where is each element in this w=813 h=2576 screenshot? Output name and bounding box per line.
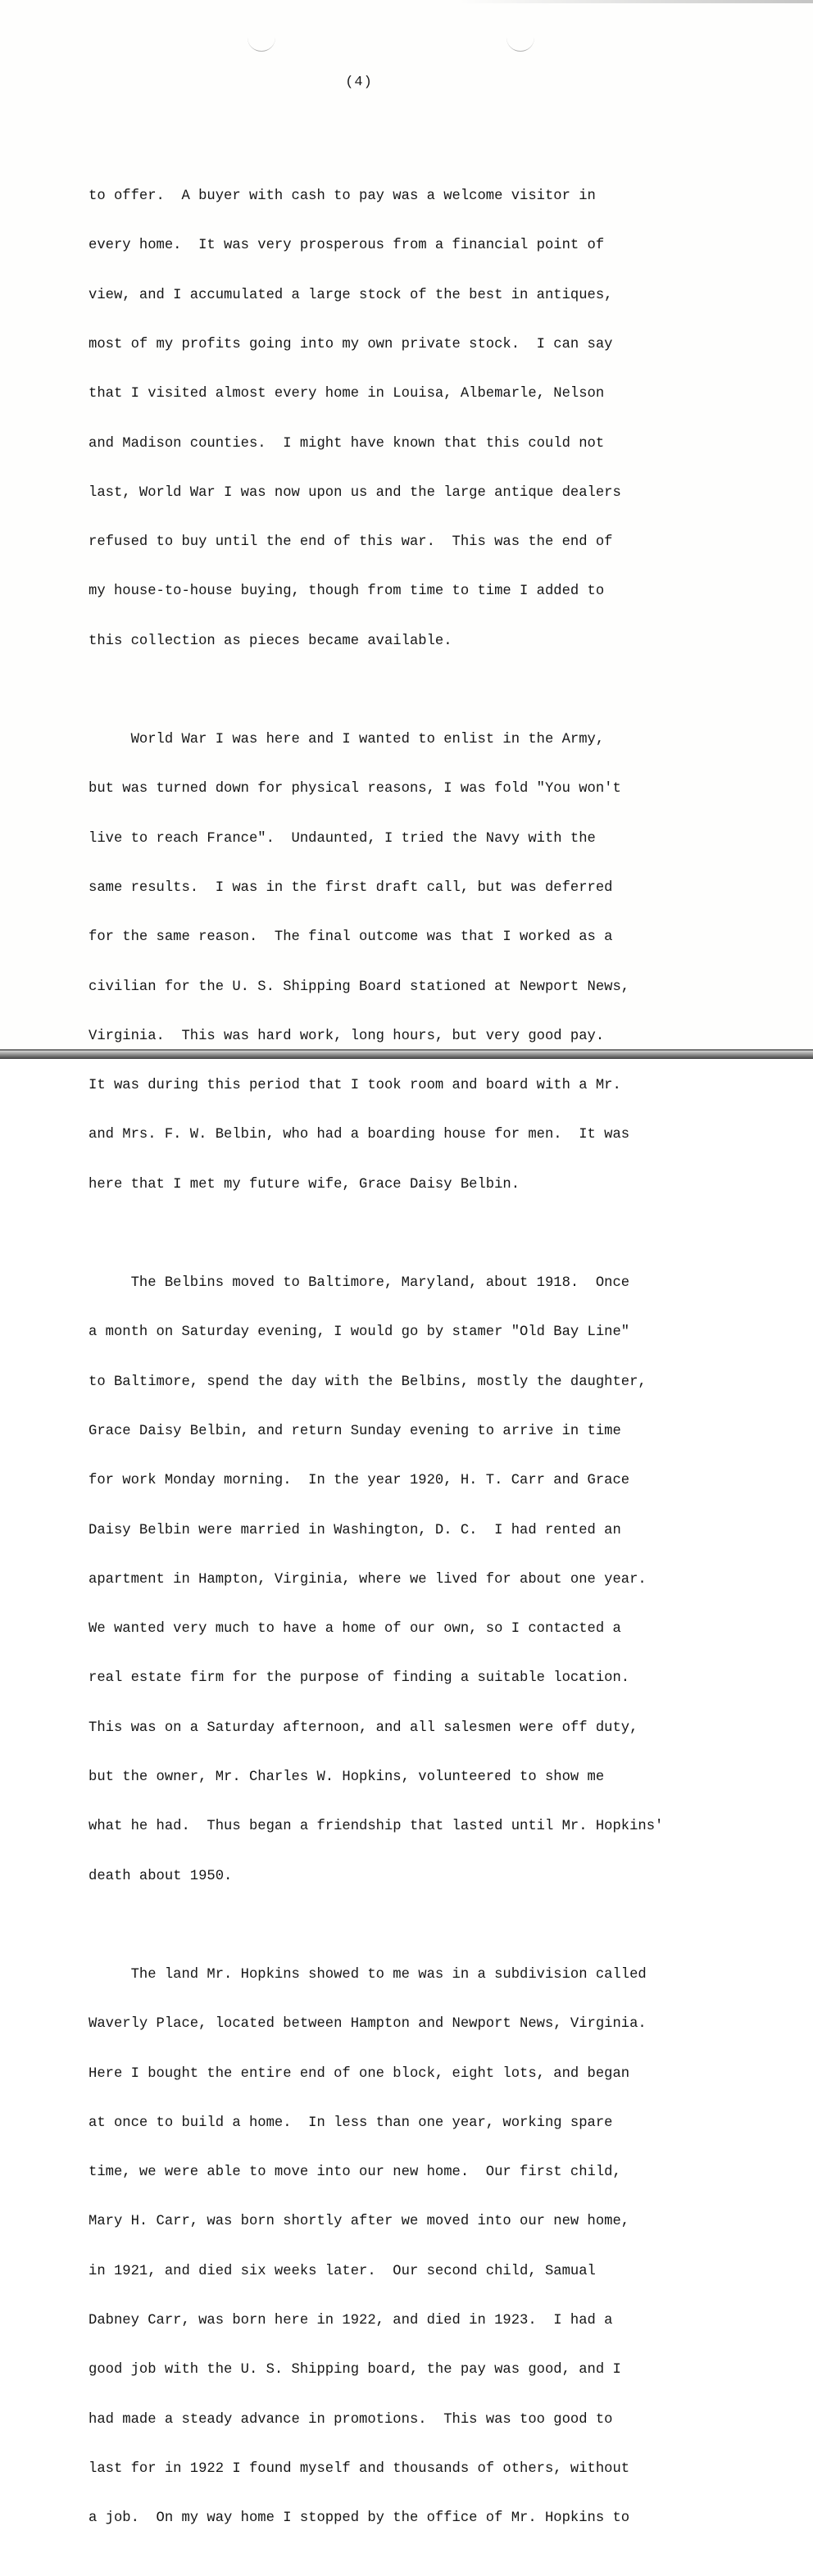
text-line: but the owner, Mr. Charles W. Hopkins, volunteered to show me	[89, 1770, 605, 1785]
text-line: in 1921, and died six weeks later. Our second child, Samual	[89, 2263, 596, 2279]
text-line: a job. On my way home I stopped by the office of Mr. Hopkins to	[89, 2510, 630, 2527]
body-text	[89, 156, 793, 2576]
text-line: Here I bought the entire end of one block, eight lots, and began	[89, 2065, 630, 2082]
text-line: to offer. A buyer with cash to pay was a welcome visitor in	[89, 189, 596, 205]
text-line: refused to buy until the end of this war. This was the end of	[89, 534, 613, 551]
punch-hole-mark-right	[506, 36, 534, 52]
text-line: but was turned down for physical reasons, I was fold "You won't	[89, 781, 621, 797]
text-line: good job with the U. S. Shipping board, the pay was good, and I	[89, 2362, 621, 2378]
text-line: The Belbins moved to Baltimore, Maryland, about 1918. Once	[89, 1275, 630, 1292]
text-line: and Madison counties. I might have known that this could not	[89, 435, 605, 452]
text-line: and Mrs. F. W. Belbin, who had a boarding house for men. It was	[89, 1127, 630, 1143]
text-line: same results. I was in the first draft call, but was deferred	[89, 880, 613, 897]
text-line: last, World War I was now upon us and the large antique dealers	[89, 484, 621, 501]
text-line: death about 1950.	[89, 1868, 233, 1884]
paragraph-3	[89, 1243, 793, 1918]
text-line: live to reach France". Undaunted, I tried the Navy with the	[89, 830, 596, 847]
text-line: Dabney Carr, was born here in 1922, and died in 1923. I had a	[89, 2313, 613, 2328]
text-line: a month on Saturday evening, I would go by stamer "Old Bay Line"	[89, 1324, 630, 1341]
text-line: for work Monday morning. In the year 1920, H. T. Carr and Grace	[89, 1473, 630, 1489]
text-line: at once to build a home. In less than one year, working spare	[89, 2115, 613, 2131]
text-line: Waverly Place, located between Hampton and Newport News, Virginia.	[89, 2016, 647, 2033]
paragraph-4	[89, 1934, 793, 2560]
text-line: that I visited almost every home in Louisa, Albemarle, Nelson	[89, 386, 605, 402]
text-line: apartment in Hampton, Virginia, where we lived for about one year.	[89, 1571, 647, 1588]
text-line: my house-to-house buying, though from time to time I added to	[89, 584, 605, 600]
text-line: Mary H. Carr, was born shortly after we moved into our new home,	[89, 2214, 630, 2230]
text-line: to Baltimore, spend the day with the Belbins, mostly the daughter,	[89, 1374, 647, 1390]
text-line: World War I was here and I wanted to enlist in the Army,	[89, 732, 605, 748]
text-line: most of my profits going into my own private stock. I can say	[89, 337, 613, 353]
text-line: Grace Daisy Belbin, and return Sunday evening to arrive in time	[89, 1424, 621, 1440]
text-line: had made a steady advance in promotions. This was too good to	[89, 2411, 613, 2428]
text-line: for the same reason. The final outcome was that I worked as a	[89, 929, 613, 946]
scan-bottom-edge	[0, 1049, 813, 1059]
text-line: The land Mr. Hopkins showed to me was in a subdivision called	[89, 1967, 647, 1983]
text-line: Virginia. This was hard work, long hours, but very good pay.	[89, 1028, 605, 1044]
text-line: every home. It was very prosperous from a financial point of	[89, 238, 605, 254]
text-line: what he had. Thus began a friendship that lasted until Mr. Hopkins'	[89, 1819, 664, 1835]
text-line: view, and I accumulated a large stock of the best in antiques,	[89, 287, 613, 303]
page-number: (4)	[345, 75, 373, 90]
scan-top-edge	[459, 0, 813, 3]
paragraph-1	[89, 156, 793, 683]
text-line: this collection as pieces became available.	[89, 633, 452, 649]
text-line: This was on a Saturday afternoon, and all salesmen were off duty,	[89, 1720, 638, 1736]
text-line: time, we were able to move into our new home. Our first child,	[89, 2165, 621, 2181]
punch-hole-mark-left	[248, 36, 275, 52]
text-line: It was during this period that I took room and board with a Mr.	[89, 1078, 621, 1094]
paragraph-2	[89, 699, 793, 1226]
text-line: civilian for the U. S. Shipping Board stationed at Newport News,	[89, 979, 630, 995]
text-line: here that I met my future wife, Grace Daisy Belbin.	[89, 1176, 520, 1193]
text-line: last for in 1922 I found myself and thousands of others, without	[89, 2460, 630, 2477]
text-line: real estate firm for the purpose of finding a suitable location.	[89, 1670, 630, 1687]
text-line: We wanted very much to have a home of our own, so I contacted a	[89, 1621, 621, 1638]
text-line: Daisy Belbin were married in Washington, D. C. I had rented an	[89, 1522, 621, 1538]
